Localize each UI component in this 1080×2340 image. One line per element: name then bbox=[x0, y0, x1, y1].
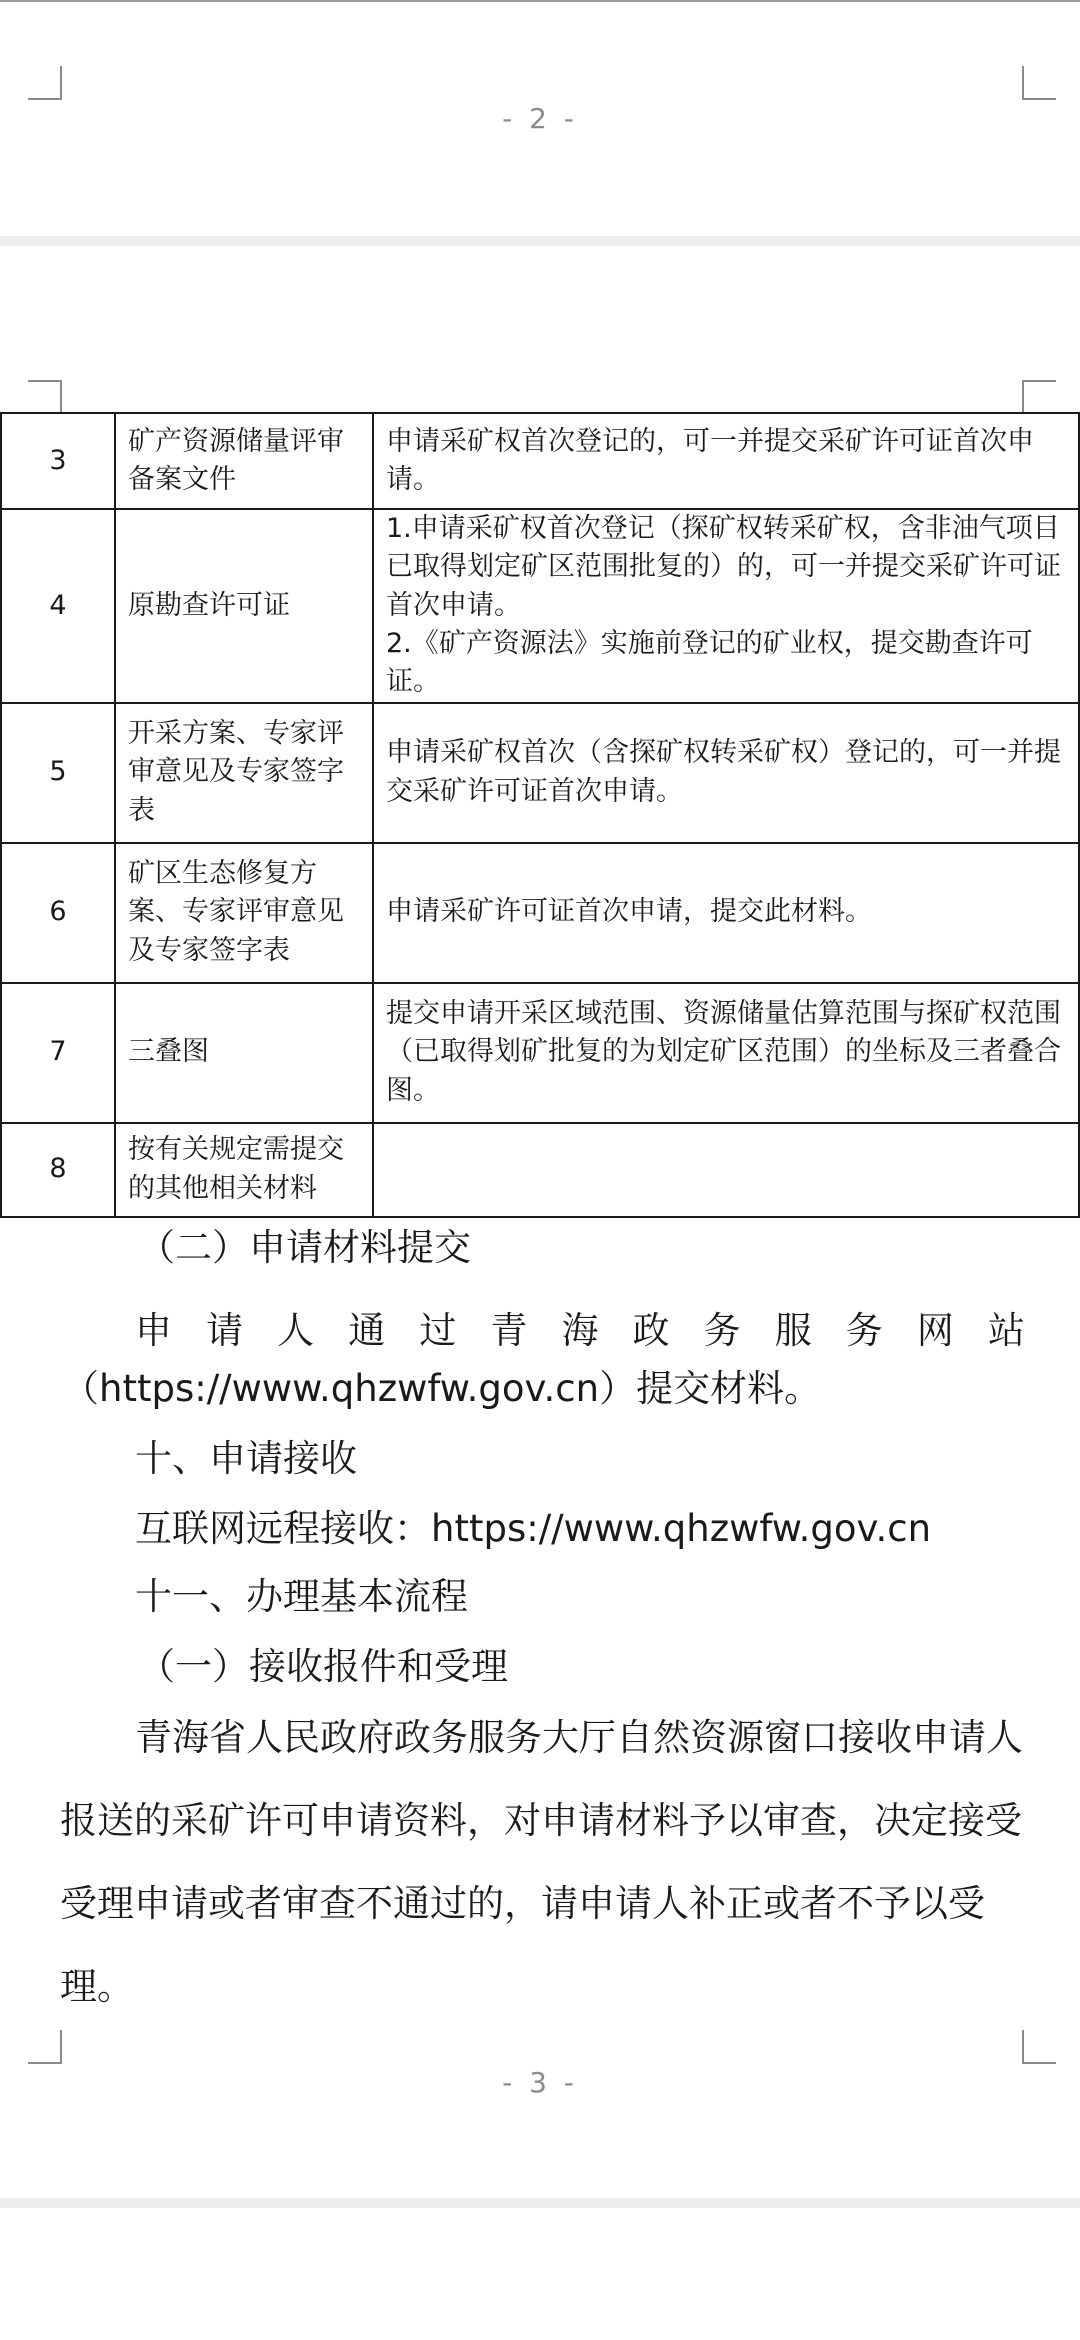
material-name: 原勘查许可证 bbox=[115, 509, 373, 703]
char: 申 bbox=[135, 1309, 172, 1352]
top-border bbox=[0, 0, 1080, 2]
material-note: 申请采矿许可证首次申请，提交此材料。 bbox=[373, 843, 1079, 983]
material-note: 1.申请采矿权首次登记（探矿权转采矿权，含非油气项目已取得划定矿区范围批复的）的，可一并提交采矿许可证首次申请。 2.《矿产资源法》实施前登记的矿业权，提交勘查许可证。 bbox=[373, 509, 1079, 703]
char: 过 bbox=[419, 1309, 457, 1352]
submit-line-2: （https://www.qhzwfw.gov.cn）提交材料。 bbox=[62, 1367, 822, 1410]
char: 请 bbox=[206, 1309, 244, 1352]
row-number: 3 bbox=[1, 413, 115, 509]
page-number: - 2 - bbox=[502, 102, 578, 135]
subsection-heading-receive-accept: （一）接收报件和受理 bbox=[138, 1645, 508, 1688]
char: 网 bbox=[916, 1309, 954, 1352]
section-heading-submit: （二）申请材料提交 bbox=[138, 1226, 471, 1269]
corner-mark bbox=[28, 2030, 62, 2064]
material-name: 按有关规定需提交的其他相关材料 bbox=[115, 1123, 373, 1217]
row-number: 4 bbox=[1, 509, 115, 703]
table-row bbox=[1, 1123, 1079, 1217]
char: 通 bbox=[348, 1309, 386, 1352]
materials-table bbox=[0, 412, 1080, 1218]
corner-mark bbox=[1022, 380, 1056, 414]
char: 海 bbox=[561, 1309, 599, 1352]
row-number: 6 bbox=[1, 843, 115, 983]
material-note: 申请采矿权首次（含探矿权转采矿权）登记的，可一并提交采矿许可证首次申请。 bbox=[373, 703, 1079, 843]
char: 务 bbox=[845, 1309, 883, 1352]
char: 人 bbox=[277, 1309, 315, 1352]
material-name: 矿区生态修复方案、专家评审意见及专家签字表 bbox=[115, 843, 373, 983]
char: 服 bbox=[774, 1309, 812, 1352]
page-gap bbox=[0, 2198, 1080, 2208]
receive-url-text: 互联网远程接收：https://www.qhzwfw.gov.cn bbox=[135, 1507, 932, 1550]
corner-mark bbox=[28, 66, 62, 100]
material-note bbox=[373, 1123, 1079, 1217]
char: 政 bbox=[632, 1309, 670, 1352]
corner-mark bbox=[28, 380, 62, 414]
material-name: 三叠图 bbox=[115, 983, 373, 1123]
section-heading-receive: 十、申请接收 bbox=[135, 1437, 357, 1480]
page-gap bbox=[0, 236, 1080, 246]
char: 青 bbox=[490, 1309, 528, 1352]
material-name: 开采方案、专家评审意见及专家签字表 bbox=[115, 703, 373, 843]
table-row bbox=[1, 509, 1079, 703]
row-number: 8 bbox=[1, 1123, 115, 1217]
section-heading-process: 十一、办理基本流程 bbox=[135, 1575, 468, 1618]
corner-mark bbox=[1022, 2030, 1056, 2064]
table-row bbox=[1, 843, 1079, 983]
table-row bbox=[1, 983, 1079, 1123]
page-number: - 3 - bbox=[502, 2066, 578, 2099]
process-paragraph: 青海省人民政府政务服务大厅自然资源窗口接收申请人报送的采矿许可申请资料，对申请材料予以审查，决定接受受理申请或者审查不通过的，请申请人补正或者不予以受理。 bbox=[60, 1716, 1023, 2008]
material-note: 申请采矿权首次登记的，可一并提交采矿许可证首次申请。 bbox=[373, 413, 1079, 509]
table-row bbox=[1, 413, 1079, 509]
material-note: 提交申请开采区域范围、资源储量估算范围与探矿权范围（已取得划矿批复的为划定矿区范围）的坐标及三者叠合图。 bbox=[373, 983, 1079, 1123]
corner-mark bbox=[1022, 66, 1056, 100]
material-name: 矿产资源储量评审备案文件 bbox=[115, 413, 373, 509]
submit-line-justified bbox=[135, 1300, 1025, 1354]
char: 站 bbox=[987, 1309, 1025, 1352]
char: 务 bbox=[703, 1309, 741, 1352]
table-row bbox=[1, 703, 1079, 843]
row-number: 5 bbox=[1, 703, 115, 843]
row-number: 7 bbox=[1, 983, 115, 1123]
